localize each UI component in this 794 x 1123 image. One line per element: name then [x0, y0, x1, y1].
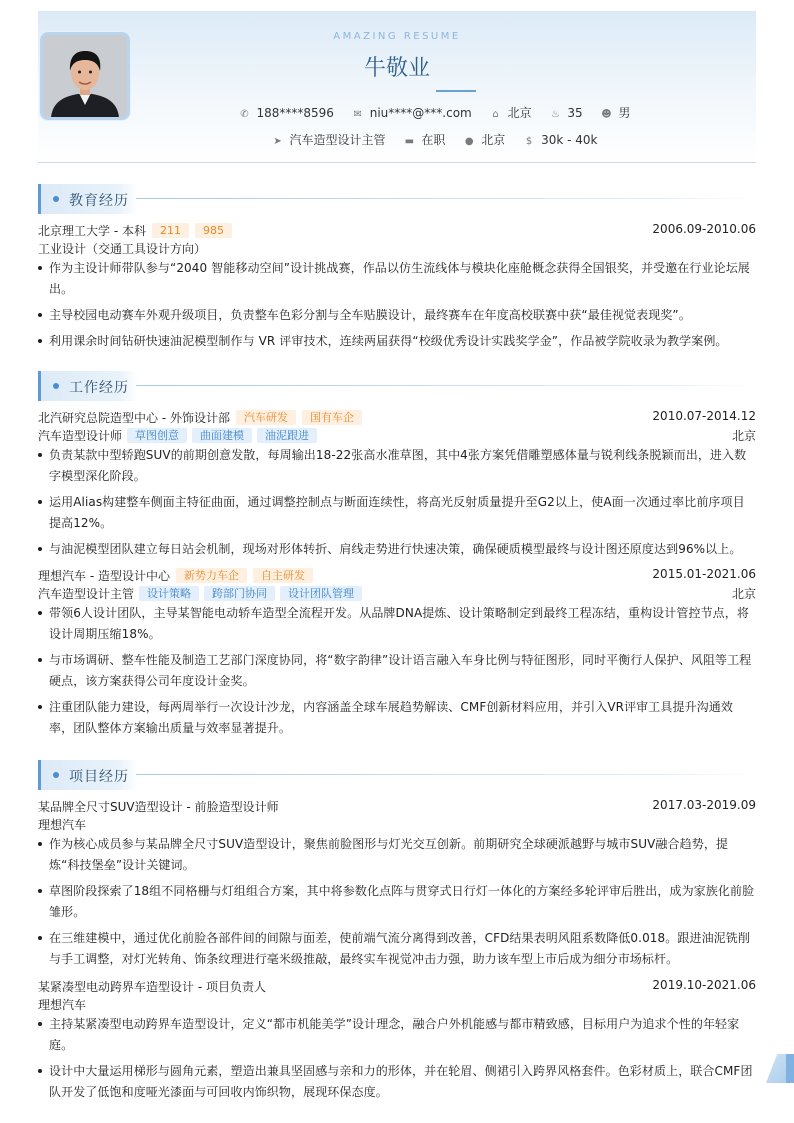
resume-eyebrow: AMAZING RESUME: [333, 31, 461, 42]
contact-row: [38, 104, 756, 121]
list-item: 设计中大量运用梯形与圆角元素，塑造出兼具坚固感与亲和力的形体，并在轮眉、侧裙引入跨界风格套件。色彩材质上，联合CMF团队开发了低饱和度哑光漆面与可回收内饰织物，展现环保态度。: [38, 1061, 756, 1103]
skill-tag: 跨部门协同: [204, 586, 275, 601]
phone-icon: ✆: [240, 108, 249, 120]
phone-item: [238, 106, 333, 120]
project-org: 理想汽车: [38, 998, 87, 1012]
project-header: [38, 978, 756, 996]
list-item: 负责某款中型轿跑SUV的前期创意发散，每周输出18-22张高水准草图，其中4张方案凭借雕塑感体量与锐利线条脱颖而出，进入数字模型深化阶段。: [38, 445, 756, 487]
project-date: 2017.03-2019.09: [652, 798, 756, 812]
project-bullets: [38, 1014, 756, 1108]
target-city-item: [463, 131, 505, 148]
major-name: 工业设计（交通工具设计方向）: [38, 242, 207, 256]
list-item: 作为核心成员参与某品牌全尺寸SUV造型设计，聚焦前脸图形与灯光交互创新。前期研究全球硬派越野与城市SUV融合趋势，提炼“科技堡垒”设计关键词。: [38, 834, 756, 876]
send-icon: ➤: [273, 136, 282, 147]
education-date: 2006.09-2010.06: [652, 222, 756, 236]
age-item: [549, 106, 582, 120]
company-tag: 汽车研发: [236, 410, 296, 425]
gender-value: 男: [618, 106, 631, 120]
work-bullets: [38, 603, 756, 744]
project-org: 理想汽车: [38, 818, 87, 832]
list-item: 利用课余时间钻研快速油泥模型制作与 VR 评审技术，连续两届获得“校级优秀设计实践奖学金”，作品被学院收录为教学案例。: [38, 331, 756, 352]
project-org-line: [38, 816, 756, 834]
salary-value: 30k - 40k: [541, 132, 598, 147]
project-header: [38, 798, 756, 816]
work-role-line: [38, 427, 756, 445]
list-item: 运用Alias构建整车侧面主特征曲面，通过调整控制点与断面连续性，将高光反射质量提升至G2以上，使A面一次通过率比前序项目提高12%。: [38, 492, 756, 534]
list-item: 作为主设计师带队参与“2040 智能移动空间”设计挑战赛，作品以仿生流线体与模块化座舱概念获得全国银奖，并受邀在行业论坛展出。: [38, 258, 756, 300]
work-entry-header: [38, 409, 756, 427]
briefcase-icon: ▬: [404, 136, 415, 147]
list-item: 主导校园电动赛车外观升级项目，负责整车色彩分割与全车贴膜设计，最终赛车在年度高校联赛中获“最佳视觉表现奖”。: [38, 305, 756, 326]
skill-tag: 设计团队管理: [280, 586, 362, 601]
smiley-icon: ☻: [601, 109, 612, 120]
skill-tag: 设计策略: [139, 586, 199, 601]
role-name: 汽车造型设计师: [38, 429, 123, 443]
section-label: 工作经历: [69, 380, 129, 396]
projects-section-title: [38, 760, 756, 790]
work-bullets: [38, 445, 756, 565]
list-item: 注重团队能力建设，每两周举行一次设计沙龙，内容涵盖全球车展趋势解读、CMF创新材料应用，并引入VR评审工具提升沟通效率，团队整体方案输出质量与效率显著提升。: [38, 697, 756, 739]
company-name: 理想汽车 - 造型设计中心: [38, 569, 170, 583]
target-city-value: 北京: [481, 133, 506, 147]
home-icon: ⌂: [492, 109, 499, 120]
work-date: 2010.07-2014.12: [652, 409, 756, 423]
school-name: 北京理工大学 - 本科: [38, 224, 146, 238]
company-tag: 新势力车企: [176, 568, 247, 583]
age-value: 35: [567, 105, 583, 120]
role-name: 汽车造型设计主管: [38, 587, 135, 601]
education-header: [38, 222, 756, 240]
resume-header: [38, 11, 756, 163]
section-divider: [136, 198, 756, 199]
school-tag: 211: [152, 223, 189, 238]
target-role-item: [272, 131, 386, 148]
project-bullets: [38, 834, 756, 975]
skill-tag: 油泥跟进: [257, 428, 317, 443]
status-value: 在职: [421, 133, 446, 147]
city-item: [490, 104, 532, 121]
list-item: 主持某紧凑型电动跨界车造型设计，定义“都市机能美学”设计理念，融合户外机能感与都市精致感，目标用户为追求个性的年轻家庭。: [38, 1014, 756, 1056]
phone-value: 188****8596: [256, 105, 334, 120]
section-divider: [136, 774, 756, 775]
company-tag: 国有车企: [302, 410, 362, 425]
education-section-title: [38, 184, 756, 214]
city-value: 北京: [507, 106, 532, 120]
mail-icon: ✉: [353, 108, 362, 120]
skill-tag: 曲面建模: [192, 428, 252, 443]
education-bullets: [38, 258, 756, 357]
section-divider: [136, 385, 756, 386]
work-location: 北京: [731, 587, 756, 601]
section-label: 项目经历: [69, 769, 129, 785]
work-date: 2015.01-2021.06: [652, 567, 756, 581]
project-title: 某品牌全尺寸SUV造型设计 - 前脸造型设计师: [38, 800, 279, 814]
company-name: 北汽研究总院造型中心 - 外饰设计部: [38, 411, 230, 425]
list-item: 草图阶段探索了18组不同格栅与灯组组合方案，其中将参数化点阵与贯穿式日行灯一体化的方案经多轮评审后胜出，成为家族化前脸雏形。: [38, 881, 756, 923]
project-org-line: [38, 996, 756, 1014]
project-date: 2019.10-2021.06: [652, 978, 756, 992]
email-value: niu****@***.com: [369, 105, 472, 120]
work-location: 北京: [731, 429, 756, 443]
project-title: 某紧凑型电动跨界车造型设计 - 项目负责人: [38, 980, 266, 994]
target-role-value: 汽车造型设计主管: [289, 133, 386, 147]
name-underline: [436, 90, 476, 92]
section-dot-icon: [53, 772, 59, 778]
list-item: 在三维建模中，通过优化前脸各部件间的间隙与面差，使前端气流分离得到改善，CFD结果表明风阻系数降低0.018。跟进油泥铣削与手工调整，对灯光转角、饰条纹理进行毫米级推敲，最终实车视觉冲击力强，助力该车型上市后成为细分市场标杆。: [38, 928, 756, 970]
section-label: 教育经历: [69, 193, 129, 209]
email-item: [352, 106, 472, 120]
company-tag: 自主研发: [253, 568, 313, 583]
status-item: [403, 131, 445, 148]
gender-item: [601, 104, 631, 121]
list-item: 带领6人设计团队，主导某智能电动轿车造型全流程开发。从品牌DNA提炼、设计策略制定到最终工程冻结，重构设计管控节点，将设计周期压缩18%。: [38, 603, 756, 645]
corner-decoration-bar: [786, 1054, 794, 1083]
skill-tag: 草图创意: [127, 428, 187, 443]
work-role-line: [38, 585, 756, 603]
section-dot-icon: [53, 196, 59, 202]
list-item: 与油泥模型团队建立每日站会机制，现场对形体转折、肩线走势进行快速决策，确保硬质模型最终与设计图还原度达到96%以上。: [38, 539, 756, 560]
location-pin-icon: ●: [464, 136, 474, 147]
education-major: [38, 240, 756, 258]
salary-item: [523, 133, 597, 147]
job-intent-row: [38, 131, 756, 148]
candidate-name: 牛敬业: [363, 56, 430, 81]
school-tag: 985: [195, 223, 232, 238]
dollar-icon: $: [525, 135, 533, 147]
work-section-title: [38, 371, 756, 401]
work-entry-header: [38, 567, 756, 585]
cake-icon: ♨: [550, 108, 560, 120]
list-item: 与市场调研、整车性能及制造工艺部门深度协同，将“数字韵律”设计语言融入车身比例与特征图形，同时平衡行人保护、风阻等工程硬点，该方案获得公司年度设计金奖。: [38, 650, 756, 692]
section-dot-icon: [53, 383, 59, 389]
